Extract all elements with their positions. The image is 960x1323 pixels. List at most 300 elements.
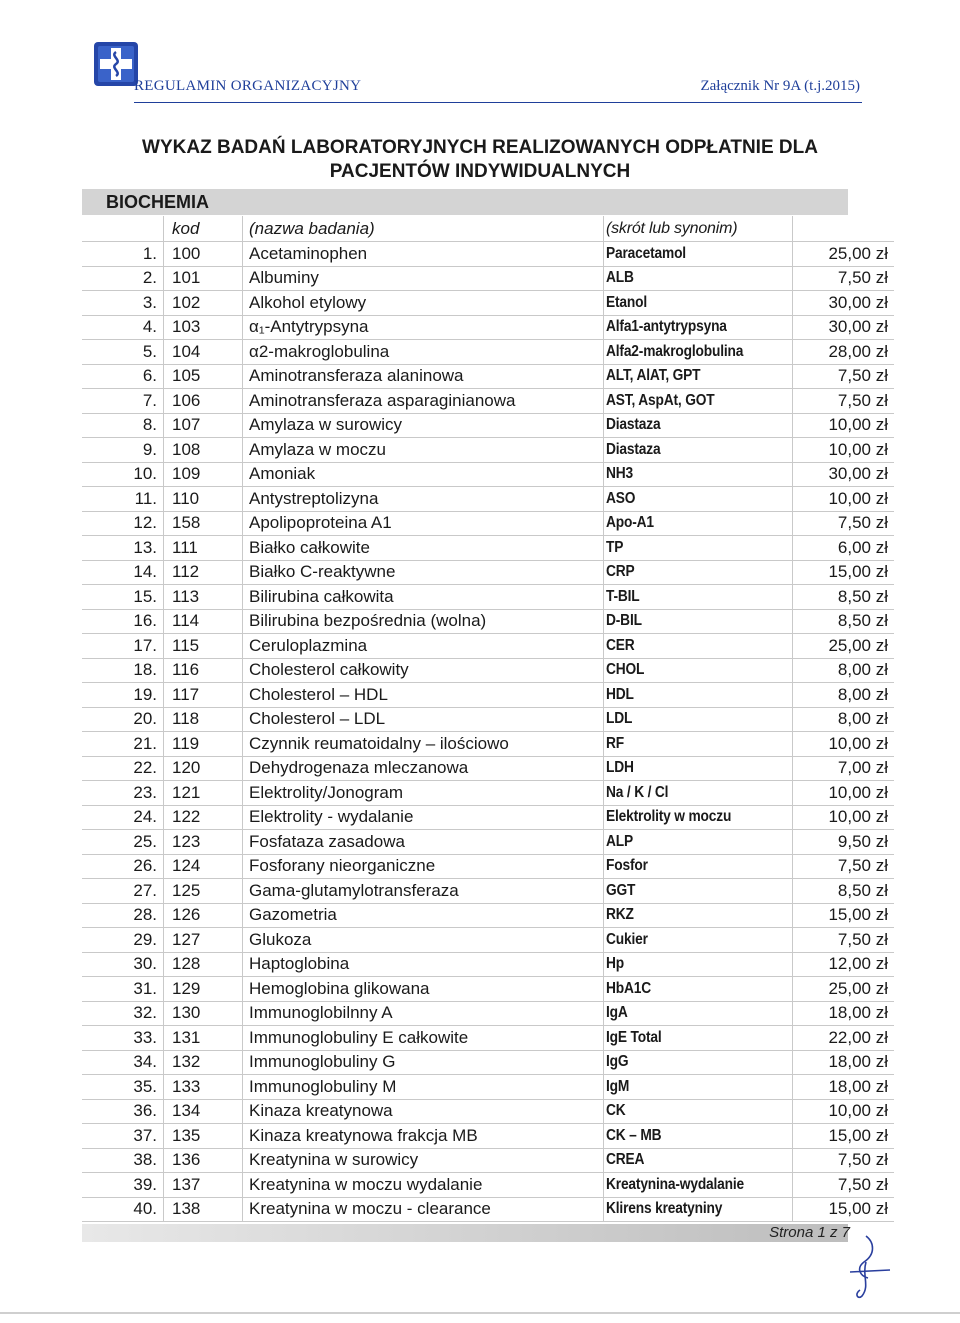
table-row bbox=[82, 879, 894, 904]
row-abbreviation bbox=[604, 830, 793, 855]
row-number: 20. bbox=[82, 707, 164, 732]
row-code: 107 bbox=[164, 413, 243, 438]
row-abbreviation-text: IgA bbox=[606, 1004, 628, 1022]
row-abbreviation bbox=[604, 756, 793, 781]
row-test-name: Immunoglobuliny E całkowite bbox=[243, 1026, 604, 1051]
row-number: 9. bbox=[82, 438, 164, 463]
table-row bbox=[82, 1197, 894, 1222]
row-test-name: Kinaza kreatynowa frakcja MB bbox=[243, 1124, 604, 1149]
table-row bbox=[82, 781, 894, 806]
row-abbreviation bbox=[604, 585, 793, 610]
table-row bbox=[82, 266, 894, 291]
table-row bbox=[82, 634, 894, 659]
row-abbreviation-text: Kreatynina-wydalanie bbox=[606, 1175, 745, 1193]
row-number: 25. bbox=[82, 830, 164, 855]
row-price: 7,50 zł bbox=[793, 1173, 895, 1198]
row-number: 39. bbox=[82, 1173, 164, 1198]
table-row bbox=[82, 315, 894, 340]
row-number: 10. bbox=[82, 462, 164, 487]
row-abbreviation bbox=[604, 1001, 793, 1026]
row-test-name: Immunoglobilnny A bbox=[243, 1001, 604, 1026]
row-number: 2. bbox=[82, 266, 164, 291]
row-test-name: Aminotransferaza asparaginianowa bbox=[243, 389, 604, 414]
row-abbreviation bbox=[604, 928, 793, 953]
table-row bbox=[82, 756, 894, 781]
table-row bbox=[82, 830, 894, 855]
header-price bbox=[793, 216, 895, 242]
row-price: 10,00 zł bbox=[793, 487, 895, 512]
table-row bbox=[82, 609, 894, 634]
row-code: 158 bbox=[164, 511, 243, 536]
row-number: 26. bbox=[82, 854, 164, 879]
row-price: 8,00 zł bbox=[793, 658, 895, 683]
row-number: 40. bbox=[82, 1197, 164, 1222]
page-bottom-edge bbox=[0, 1312, 960, 1314]
table-header-row bbox=[82, 216, 894, 242]
table-row bbox=[82, 1124, 894, 1149]
row-abbreviation-text: Na / K / Cl bbox=[606, 783, 669, 801]
row-test-name: Antystreptolizyna bbox=[243, 487, 604, 512]
price-table bbox=[82, 216, 894, 1222]
row-test-name: Apolipoproteina A1 bbox=[243, 511, 604, 536]
row-abbreviation bbox=[604, 315, 793, 340]
row-number: 11. bbox=[82, 487, 164, 512]
row-test-name: Bilirubina bezpośrednia (wolna) bbox=[243, 609, 604, 634]
row-number: 4. bbox=[82, 315, 164, 340]
row-abbreviation bbox=[604, 658, 793, 683]
row-number: 24. bbox=[82, 805, 164, 830]
row-number: 18. bbox=[82, 658, 164, 683]
row-test-name: Białko całkowite bbox=[243, 536, 604, 561]
row-code: 114 bbox=[164, 609, 243, 634]
row-code: 103 bbox=[164, 315, 243, 340]
row-abbreviation-text: Diastaza bbox=[606, 416, 661, 434]
row-abbreviation-text: Etanol bbox=[606, 293, 648, 311]
row-code: 125 bbox=[164, 879, 243, 904]
row-code: 135 bbox=[164, 1124, 243, 1149]
table-row bbox=[82, 340, 894, 365]
row-price: 7,00 zł bbox=[793, 756, 895, 781]
row-abbreviation bbox=[604, 634, 793, 659]
row-price: 25,00 zł bbox=[793, 977, 895, 1002]
row-abbreviation bbox=[604, 1173, 793, 1198]
row-number: 8. bbox=[82, 413, 164, 438]
row-abbreviation bbox=[604, 462, 793, 487]
row-test-name: Cholesterol całkowity bbox=[243, 658, 604, 683]
row-number: 38. bbox=[82, 1148, 164, 1173]
row-code: 130 bbox=[164, 1001, 243, 1026]
row-price: 8,50 zł bbox=[793, 585, 895, 610]
row-code: 127 bbox=[164, 928, 243, 953]
row-test-name: Albuminy bbox=[243, 266, 604, 291]
row-number: 13. bbox=[82, 536, 164, 561]
row-abbreviation-text: ALB bbox=[606, 269, 634, 287]
table-row bbox=[82, 1050, 894, 1075]
page-header bbox=[92, 40, 862, 104]
row-abbreviation-text: RKZ bbox=[606, 906, 634, 924]
table-row bbox=[82, 854, 894, 879]
signature-icon bbox=[836, 1232, 898, 1302]
row-price: 7,50 zł bbox=[793, 928, 895, 953]
row-abbreviation bbox=[604, 1197, 793, 1222]
header-abbr-text: (skrót lub synonim) bbox=[606, 219, 738, 237]
row-number: 31. bbox=[82, 977, 164, 1002]
row-abbreviation-text: ALT, AlAT, GPT bbox=[606, 367, 701, 385]
row-abbreviation-text: Paracetamol bbox=[606, 244, 686, 262]
row-number: 7. bbox=[82, 389, 164, 414]
row-abbreviation-text: GGT bbox=[606, 881, 636, 899]
row-code: 137 bbox=[164, 1173, 243, 1198]
row-abbreviation bbox=[604, 291, 793, 316]
row-abbreviation-text: Elektrolity w moczu bbox=[606, 808, 732, 826]
row-abbreviation-text: HDL bbox=[606, 685, 634, 703]
row-abbreviation bbox=[604, 683, 793, 708]
row-abbreviation bbox=[604, 1148, 793, 1173]
row-price: 10,00 zł bbox=[793, 413, 895, 438]
row-abbreviation-text: Apo-A1 bbox=[606, 514, 654, 532]
row-abbreviation-text: CRP bbox=[606, 563, 635, 581]
row-code: 129 bbox=[164, 977, 243, 1002]
row-code: 134 bbox=[164, 1099, 243, 1124]
row-number: 17. bbox=[82, 634, 164, 659]
table-row bbox=[82, 1026, 894, 1051]
row-abbreviation-text: Cukier bbox=[606, 930, 648, 948]
row-abbreviation bbox=[604, 364, 793, 389]
table-row bbox=[82, 903, 894, 928]
row-code: 100 bbox=[164, 242, 243, 267]
table-row bbox=[82, 1001, 894, 1026]
row-test-name: Kreatynina w moczu wydalanie bbox=[243, 1173, 604, 1198]
row-abbreviation bbox=[604, 609, 793, 634]
header-no bbox=[82, 216, 164, 242]
row-abbreviation-text: CHOL bbox=[606, 661, 645, 679]
row-code: 123 bbox=[164, 830, 243, 855]
row-price: 10,00 zł bbox=[793, 438, 895, 463]
row-code: 111 bbox=[164, 536, 243, 561]
table-row bbox=[82, 364, 894, 389]
row-price: 8,50 zł bbox=[793, 879, 895, 904]
row-price: 7,50 zł bbox=[793, 389, 895, 414]
row-price: 18,00 zł bbox=[793, 1050, 895, 1075]
row-abbreviation bbox=[604, 732, 793, 757]
row-abbreviation bbox=[604, 977, 793, 1002]
row-number: 12. bbox=[82, 511, 164, 536]
row-number: 29. bbox=[82, 928, 164, 953]
row-test-name: Gazometria bbox=[243, 903, 604, 928]
row-abbreviation-text: NH3 bbox=[606, 465, 634, 483]
row-abbreviation bbox=[604, 854, 793, 879]
row-abbreviation-text: ALP bbox=[606, 832, 634, 850]
table-row bbox=[82, 732, 894, 757]
row-price: 8,00 zł bbox=[793, 683, 895, 708]
row-code: 109 bbox=[164, 462, 243, 487]
row-test-name: Kinaza kreatynowa bbox=[243, 1099, 604, 1124]
row-price: 15,00 zł bbox=[793, 1197, 895, 1222]
header-attachment-label: Załącznik Nr 9A (t.j.2015) bbox=[700, 78, 860, 94]
row-price: 15,00 zł bbox=[793, 903, 895, 928]
row-code: 119 bbox=[164, 732, 243, 757]
row-number: 36. bbox=[82, 1099, 164, 1124]
row-abbreviation bbox=[604, 487, 793, 512]
header-kod: kod bbox=[164, 216, 243, 242]
row-price: 7,50 zł bbox=[793, 854, 895, 879]
row-test-name: Ceruloplazmina bbox=[243, 634, 604, 659]
row-price: 18,00 zł bbox=[793, 1075, 895, 1100]
row-price: 28,00 zł bbox=[793, 340, 895, 365]
table-row bbox=[82, 1148, 894, 1173]
row-price: 7,50 zł bbox=[793, 1148, 895, 1173]
row-abbreviation bbox=[604, 413, 793, 438]
row-price: 7,50 zł bbox=[793, 266, 895, 291]
row-code: 117 bbox=[164, 683, 243, 708]
table-row bbox=[82, 683, 894, 708]
row-price: 9,50 zł bbox=[793, 830, 895, 855]
row-test-name: Kreatynina w surowicy bbox=[243, 1148, 604, 1173]
row-price: 7,50 zł bbox=[793, 364, 895, 389]
row-abbreviation-text: Alfa2-makroglobulina bbox=[606, 342, 744, 360]
row-abbreviation-text: T-BIL bbox=[606, 587, 640, 605]
row-number: 30. bbox=[82, 952, 164, 977]
row-code: 102 bbox=[164, 291, 243, 316]
row-abbreviation bbox=[604, 952, 793, 977]
row-price: 25,00 zł bbox=[793, 634, 895, 659]
row-number: 1. bbox=[82, 242, 164, 267]
table-row bbox=[82, 805, 894, 830]
row-test-name: Cholesterol – LDL bbox=[243, 707, 604, 732]
row-code: 136 bbox=[164, 1148, 243, 1173]
row-abbreviation bbox=[604, 340, 793, 365]
row-price: 7,50 zł bbox=[793, 511, 895, 536]
table-row bbox=[82, 707, 894, 732]
row-number: 15. bbox=[82, 585, 164, 610]
row-test-name: Bilirubina całkowita bbox=[243, 585, 604, 610]
row-abbreviation-text: IgG bbox=[606, 1053, 629, 1071]
row-test-name: Immunoglobuliny G bbox=[243, 1050, 604, 1075]
row-abbreviation bbox=[604, 903, 793, 928]
row-number: 28. bbox=[82, 903, 164, 928]
row-code: 138 bbox=[164, 1197, 243, 1222]
row-abbreviation-text: AST, AspAt, GOT bbox=[606, 391, 715, 409]
row-abbreviation bbox=[604, 1099, 793, 1124]
row-test-name: Elektrolity/Jonogram bbox=[243, 781, 604, 806]
row-code: 132 bbox=[164, 1050, 243, 1075]
row-code: 116 bbox=[164, 658, 243, 683]
row-number: 34. bbox=[82, 1050, 164, 1075]
row-code: 101 bbox=[164, 266, 243, 291]
header-abbr bbox=[604, 216, 793, 242]
row-abbreviation-text: TP bbox=[606, 538, 624, 556]
table-row bbox=[82, 487, 894, 512]
row-code: 121 bbox=[164, 781, 243, 806]
row-test-name: α2-makroglobulina bbox=[243, 340, 604, 365]
row-abbreviation bbox=[604, 266, 793, 291]
row-test-name: Amylaza w surowicy bbox=[243, 413, 604, 438]
row-test-name: Amylaza w moczu bbox=[243, 438, 604, 463]
row-price: 30,00 zł bbox=[793, 291, 895, 316]
row-test-name: Haptoglobina bbox=[243, 952, 604, 977]
row-test-name: Glukoza bbox=[243, 928, 604, 953]
row-number: 19. bbox=[82, 683, 164, 708]
row-number: 27. bbox=[82, 879, 164, 904]
row-abbreviation bbox=[604, 242, 793, 267]
row-code: 118 bbox=[164, 707, 243, 732]
row-code: 128 bbox=[164, 952, 243, 977]
page-number: Strona 1 z 7 bbox=[769, 1224, 850, 1241]
row-price: 10,00 zł bbox=[793, 805, 895, 830]
row-test-name: Kreatynina w moczu - clearance bbox=[243, 1197, 604, 1222]
row-number: 16. bbox=[82, 609, 164, 634]
row-number: 32. bbox=[82, 1001, 164, 1026]
header-divider bbox=[134, 102, 862, 103]
row-abbreviation bbox=[604, 511, 793, 536]
hospital-logo-icon bbox=[92, 40, 140, 88]
row-code: 126 bbox=[164, 903, 243, 928]
row-price: 30,00 zł bbox=[793, 462, 895, 487]
row-abbreviation bbox=[604, 879, 793, 904]
row-price: 18,00 zł bbox=[793, 1001, 895, 1026]
row-abbreviation bbox=[604, 707, 793, 732]
row-abbreviation-text: Diastaza bbox=[606, 440, 661, 458]
row-price: 6,00 zł bbox=[793, 536, 895, 561]
row-number: 6. bbox=[82, 364, 164, 389]
table-row bbox=[82, 413, 894, 438]
row-abbreviation bbox=[604, 1124, 793, 1149]
row-test-name: Alkohol etylowy bbox=[243, 291, 604, 316]
table-row bbox=[82, 952, 894, 977]
row-code: 131 bbox=[164, 1026, 243, 1051]
row-price: 10,00 zł bbox=[793, 781, 895, 806]
row-test-name: Czynnik reumatoidalny – ilościowo bbox=[243, 732, 604, 757]
row-number: 14. bbox=[82, 560, 164, 585]
row-abbreviation-text: D-BIL bbox=[606, 612, 642, 630]
row-abbreviation-text: IgE Total bbox=[606, 1028, 662, 1046]
row-number: 35. bbox=[82, 1075, 164, 1100]
table-row bbox=[82, 585, 894, 610]
header-document-name: REGULAMIN ORGANIZACYJNY bbox=[134, 78, 362, 94]
row-abbreviation-text: Fosfor bbox=[606, 857, 648, 875]
row-price: 15,00 zł bbox=[793, 1124, 895, 1149]
row-code: 106 bbox=[164, 389, 243, 414]
row-code: 110 bbox=[164, 487, 243, 512]
footer-band bbox=[82, 1224, 848, 1242]
row-abbreviation-text: IgM bbox=[606, 1077, 630, 1095]
row-code: 113 bbox=[164, 585, 243, 610]
row-abbreviation-text: LDL bbox=[606, 710, 633, 728]
row-abbreviation-text: Hp bbox=[606, 955, 625, 973]
title-line-2: PACJENTÓW INDYWIDUALNYCH bbox=[329, 161, 631, 182]
row-abbreviation-text: RF bbox=[606, 734, 625, 752]
row-abbreviation-text: CER bbox=[606, 636, 635, 654]
row-test-name: Immunoglobuliny M bbox=[243, 1075, 604, 1100]
page-title bbox=[84, 136, 876, 184]
table-row bbox=[82, 242, 894, 267]
row-abbreviation bbox=[604, 438, 793, 463]
row-number: 21. bbox=[82, 732, 164, 757]
title-line-1: WYKAZ BADAŃ LABORATORYJNYCH REALIZOWANYCH ODPŁATNIE DLA bbox=[142, 137, 818, 158]
row-abbreviation bbox=[604, 781, 793, 806]
row-abbreviation-text: Klirens kreatyniny bbox=[606, 1200, 723, 1218]
row-price: 25,00 zł bbox=[793, 242, 895, 267]
row-abbreviation bbox=[604, 1050, 793, 1075]
row-number: 37. bbox=[82, 1124, 164, 1149]
row-test-name: Amoniak bbox=[243, 462, 604, 487]
row-test-name: Białko C-reaktywne bbox=[243, 560, 604, 585]
row-test-name: Hemoglobina glikowana bbox=[243, 977, 604, 1002]
row-abbreviation bbox=[604, 1026, 793, 1051]
row-price: 12,00 zł bbox=[793, 952, 895, 977]
row-code: 108 bbox=[164, 438, 243, 463]
row-abbreviation-text: Alfa1-antytrypsyna bbox=[606, 318, 727, 336]
row-price: 10,00 zł bbox=[793, 732, 895, 757]
row-code: 104 bbox=[164, 340, 243, 365]
table-row bbox=[82, 658, 894, 683]
row-code: 112 bbox=[164, 560, 243, 585]
row-number: 33. bbox=[82, 1026, 164, 1051]
row-test-name: Acetaminophen bbox=[243, 242, 604, 267]
table-row bbox=[82, 511, 894, 536]
table-row bbox=[82, 536, 894, 561]
row-abbreviation bbox=[604, 1075, 793, 1100]
row-abbreviation-text: CK – MB bbox=[606, 1126, 662, 1144]
table-row bbox=[82, 462, 894, 487]
table-row bbox=[82, 438, 894, 463]
table-row bbox=[82, 1099, 894, 1124]
row-abbreviation bbox=[604, 389, 793, 414]
row-code: 120 bbox=[164, 756, 243, 781]
table-row bbox=[82, 560, 894, 585]
header-name: (nazwa badania) bbox=[243, 216, 604, 242]
table-row bbox=[82, 291, 894, 316]
row-code: 105 bbox=[164, 364, 243, 389]
row-abbreviation-text: CREA bbox=[606, 1151, 645, 1169]
row-test-name: Aminotransferaza alaninowa bbox=[243, 364, 604, 389]
row-abbreviation bbox=[604, 560, 793, 585]
row-abbreviation-text: ASO bbox=[606, 489, 636, 507]
row-code: 122 bbox=[164, 805, 243, 830]
row-price: 30,00 zł bbox=[793, 315, 895, 340]
row-abbreviation bbox=[604, 536, 793, 561]
row-price: 22,00 zł bbox=[793, 1026, 895, 1051]
row-price: 8,00 zł bbox=[793, 707, 895, 732]
row-code: 115 bbox=[164, 634, 243, 659]
table-row bbox=[82, 977, 894, 1002]
table-row bbox=[82, 389, 894, 414]
table-row bbox=[82, 928, 894, 953]
row-number: 3. bbox=[82, 291, 164, 316]
row-number: 5. bbox=[82, 340, 164, 365]
row-code: 124 bbox=[164, 854, 243, 879]
table-row bbox=[82, 1173, 894, 1198]
row-test-name: Fosforany nieorganiczne bbox=[243, 854, 604, 879]
row-test-name: α₁-Antytrypsyna bbox=[243, 315, 604, 340]
row-abbreviation-text: CK bbox=[606, 1102, 626, 1120]
row-number: 23. bbox=[82, 781, 164, 806]
row-test-name: Gama-glutamylotransferaza bbox=[243, 879, 604, 904]
row-test-name: Dehydrogenaza mleczanowa bbox=[243, 756, 604, 781]
row-abbreviation-text: HbA1C bbox=[606, 979, 652, 997]
table-row bbox=[82, 1075, 894, 1100]
row-test-name: Fosfataza zasadowa bbox=[243, 830, 604, 855]
row-abbreviation bbox=[604, 805, 793, 830]
row-number: 22. bbox=[82, 756, 164, 781]
row-price: 10,00 zł bbox=[793, 1099, 895, 1124]
row-test-name: Cholesterol – HDL bbox=[243, 683, 604, 708]
row-code: 133 bbox=[164, 1075, 243, 1100]
row-abbreviation-text: LDH bbox=[606, 759, 634, 777]
section-title: BIOCHEMIA bbox=[106, 192, 209, 212]
row-test-name: Elektrolity - wydalanie bbox=[243, 805, 604, 830]
row-price: 15,00 zł bbox=[793, 560, 895, 585]
